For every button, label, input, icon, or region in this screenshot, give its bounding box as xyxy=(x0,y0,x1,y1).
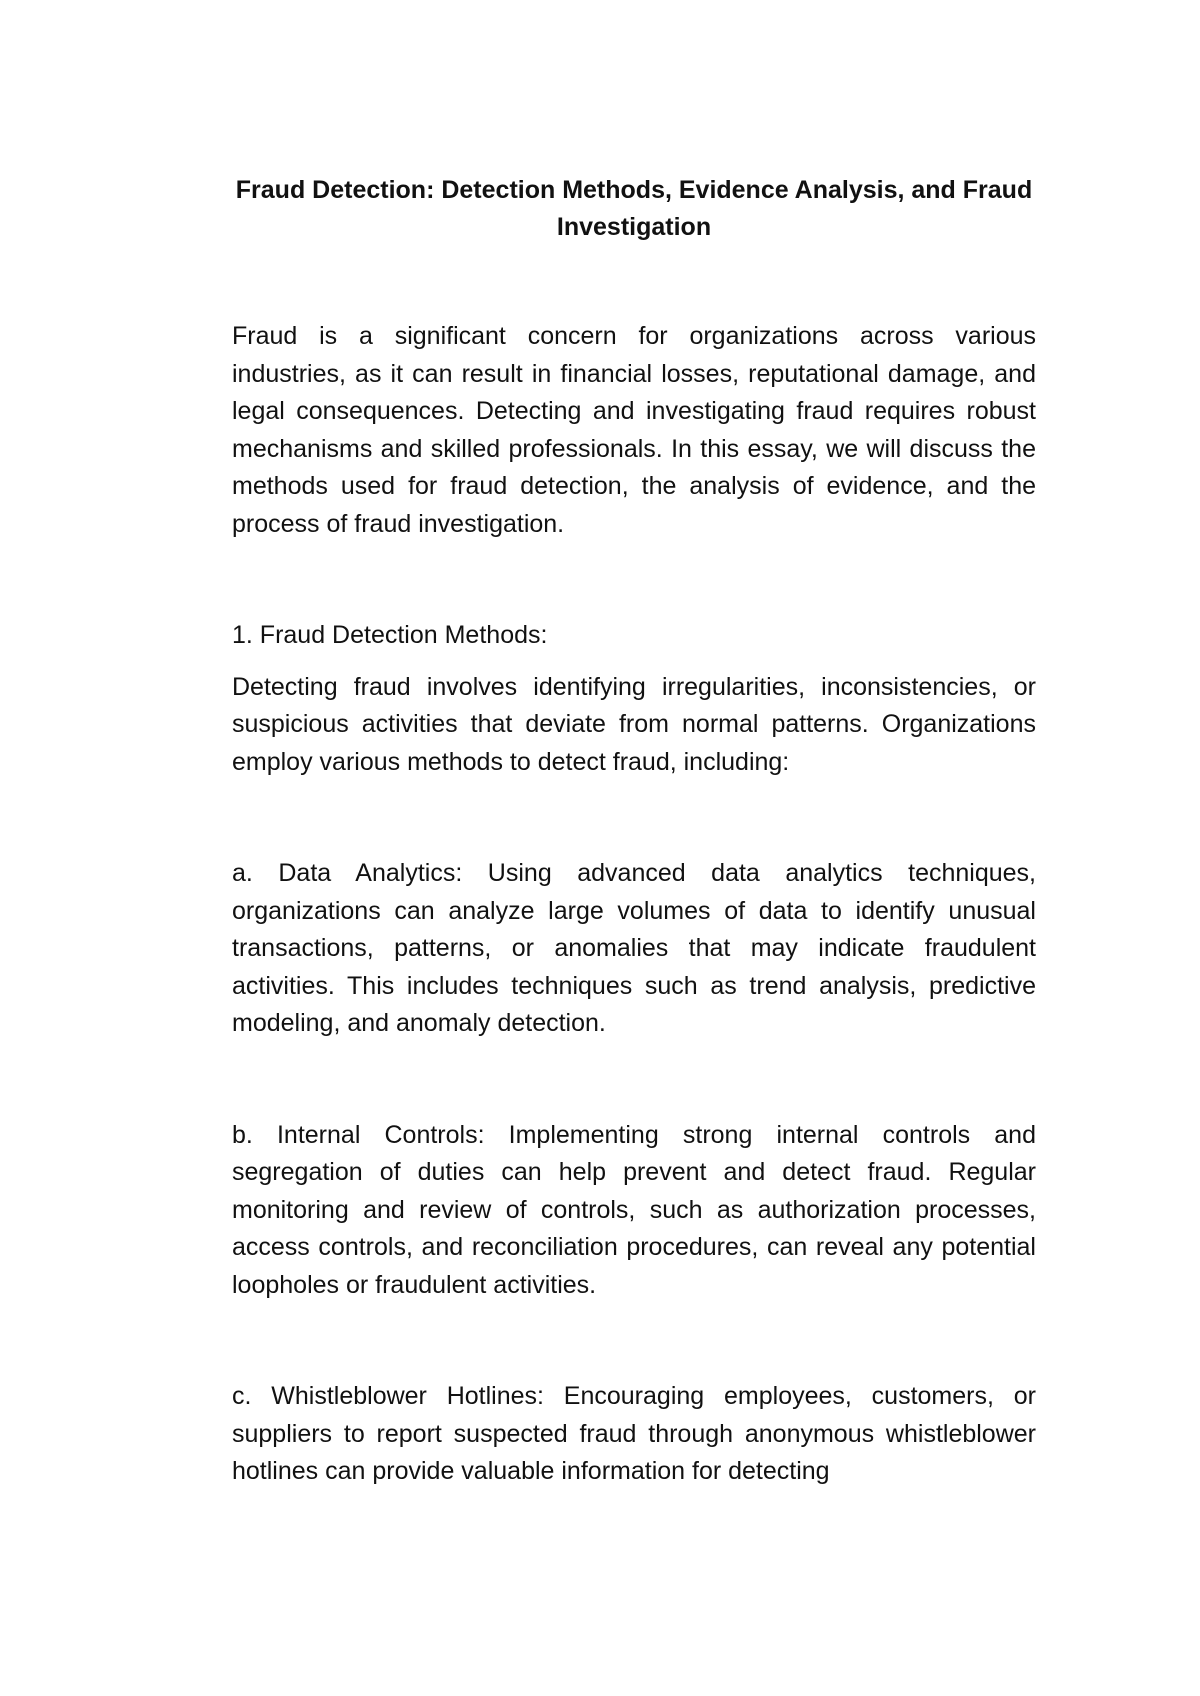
section-intro-paragraph: Detecting fraud involves identifying irregularities, inconsistencies, or suspicious activities that deviate from normal patterns. Organizations employ various methods to detect fraud, including: xyxy=(232,672,1036,776)
list-item-whistleblower-hotlines: c. Whistleblower Hotlines: Encouraging employees, customers, or suppliers to report suspected fraud through anonymous whistleblower hotlines can provide valuable information for detecting xyxy=(232,1382,1036,1485)
list-item-internal-controls: b. Internal Controls: Implementing strong internal controls and segregation of duties can help prevent and detect fraud. Regular monitoring and review of controls, such as authorization processes, access controls, and reconciliation procedures, can reveal any potential loopholes or fraudulent activities. xyxy=(232,1120,1036,1299)
section-heading-fraud-detection-methods: 1. Fraud Detection Methods: xyxy=(232,621,548,649)
title-line-1: Fraud Detection: Detection Methods, Evidence Analysis, and Fraud xyxy=(235,176,1033,204)
list-item-data-analytics: a. Data Analytics: Using advanced data analytics techniques, organizations can analyze large volumes of data to identify unusual transactions, patterns, or anomalies that may indicate fraudulent activities. This includes techniques such as trend analysis, predictive modeling, and anomaly detection. xyxy=(232,859,1036,1037)
title-line-2: Investigation xyxy=(556,213,712,241)
document-title xyxy=(232,172,1036,246)
intro-paragraph: Fraud is a significant concern for organizations across various industries, as it can result in financial losses, reputational damage, and legal consequences. Detecting and investigating fraud requires robust mechanisms and skilled professionals. In this essay, we will discuss the methods used for fraud detection, the analysis of evidence, and the process of fraud investigation. xyxy=(232,322,1036,538)
document-content xyxy=(232,172,1036,1491)
